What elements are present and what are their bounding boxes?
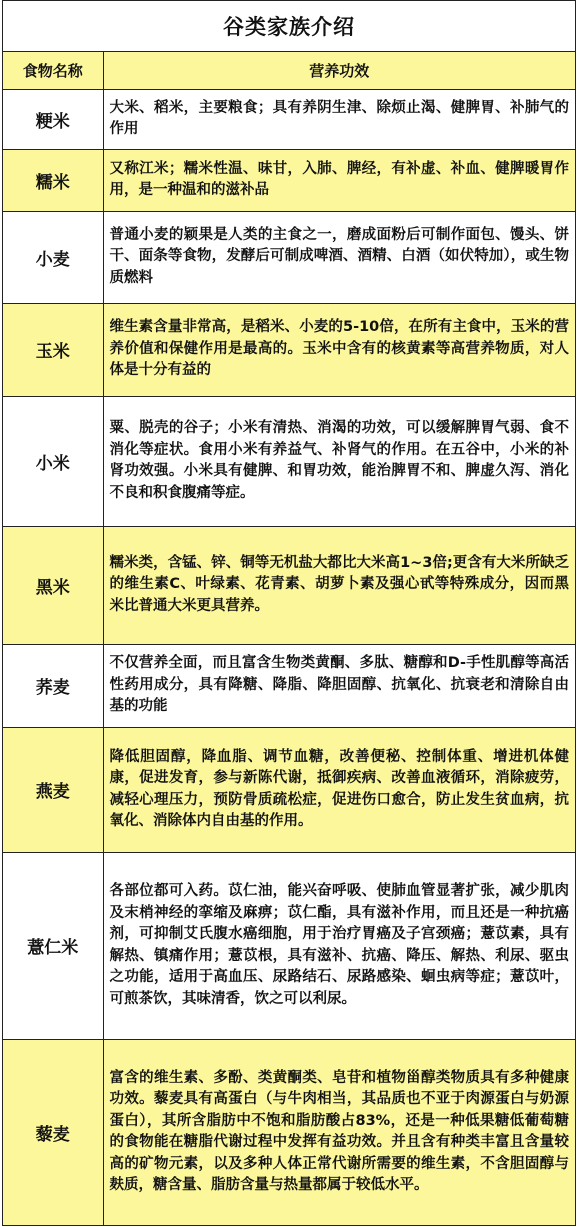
table-row	[3, 852, 575, 1039]
food-desc: 降低胆固醇，降血脂、调节血糖，改善便秘、控制体重、增进机体健康，促进发育，参与新陈代谢，抵御疾病、改善血液循环，消除疲劳，减轻心理压力，预防骨质疏松症，促进伤口愈合，防止发生贫血病，抗氧化、消除体内自由基的作用。	[103, 727, 575, 852]
food-desc: 维生素含量非常高，是稻米、小麦的5-10倍，在所有主食中，玉米的营养价值和保健作用是最高的。玉米中含有的核黄素等高营养物质，对人体是十分有益的	[103, 303, 575, 396]
food-name: 燕麦	[3, 727, 103, 852]
table-row	[3, 396, 575, 526]
table-header-row	[3, 52, 575, 89]
food-name: 小米	[3, 396, 103, 526]
header-food-name: 食物名称	[3, 52, 103, 89]
food-desc: 富含的维生素、多酚、类黄酮类、皂苷和植物甾醇类物质具有多种健康功效。藜麦具有高蛋白（与牛肉相当，其品质也不亚于肉源蛋白与奶源蛋白），其所含脂肪中不饱和脂肪酸占83%，还是一种低果糖低葡萄糖的食物能在糖脂代谢过程中发挥有益功效。并且含有种类丰富且含量较高的矿物元素，以及多种人体正常代谢所需要的维生素，不含胆固醇与麸质，糖含量、脂肪含量与热量都属于较低水平。	[103, 1039, 575, 1225]
table-row	[3, 1039, 575, 1225]
grain-table	[3, 52, 575, 1225]
food-name: 糯米	[3, 149, 103, 211]
food-desc: 糯米类，含锰、锌、铜等无机盐大都比大米高1~3倍;更含有大米所缺乏的维生素C、叶绿素、花青素、胡萝卜素及强心甙等特殊成分，因而黑米比普通大米更具营养。	[103, 526, 575, 644]
food-name: 粳米	[3, 89, 103, 149]
page-title: 谷类家族介绍	[3, 1, 575, 52]
food-desc: 普通小麦的颖果是人类的主食之一，磨成面粉后可制作面包、馒头、饼干、面条等食物，发酵后可制成啤酒、酒精、白酒（如伏特加），或生物质燃料	[103, 211, 575, 303]
food-name: 玉米	[3, 303, 103, 396]
food-name: 藜麦	[3, 1039, 103, 1225]
table-row	[3, 727, 575, 852]
table-row	[3, 211, 575, 303]
table-row	[3, 149, 575, 211]
table-row	[3, 526, 575, 644]
food-name: 薏仁米	[3, 852, 103, 1039]
table-row	[3, 89, 575, 149]
header-nutrition-effect: 营养功效	[103, 52, 575, 89]
food-desc: 各部位都可入药。苡仁油，能兴奋呼吸、使肺血管显著扩张，减少肌肉及末梢神经的挛缩及麻痹；苡仁酯，具有滋补作用，而且还是一种抗癌剂，可抑制艾氏腹水癌细胞，用于治疗胃癌及子宫颈癌；薏苡素，具有解热、镇痛作用；薏苡根，具有滋补、抗癌、降压、解热、利尿、驱虫之功能，适用于高血压、尿路结石、尿路感染、蛔虫病等症；薏苡叶，可煎茶饮，其味清香，饮之可以利尿。	[103, 852, 575, 1039]
food-desc: 大米、稻米，主要粮食；具有养阴生津、除烦止渴、健脾胃、补肺气的作用	[103, 89, 575, 149]
table-row	[3, 303, 575, 396]
food-table-sheet	[2, 0, 576, 1226]
food-name: 黑米	[3, 526, 103, 644]
food-name: 小麦	[3, 211, 103, 303]
food-desc: 粟、脱壳的谷子；小米有清热、消渴的功效，可以缓解脾胃气弱、食不消化等症状。食用小米有养益气、补肾气的作用。在五谷中，小米的补肾功效强。小米具有健脾、和胃功效，能治脾胃不和、脾虚久泻、消化不良和积食腹痛等症。	[103, 396, 575, 526]
food-name: 荞麦	[3, 644, 103, 727]
table-row	[3, 644, 575, 727]
food-desc: 不仅营养全面，而且富含生物类黄酮、多肽、糖醇和D-手性肌醇等高活性药用成分，具有降糖、降脂、降胆固醇、抗氧化、抗衰老和清除自由基的功能	[103, 644, 575, 727]
food-desc: 又称江米；糯米性温、味甘，入肺、脾经，有补虚、补血、健脾暖胃作用，是一种温和的滋补品	[103, 149, 575, 211]
